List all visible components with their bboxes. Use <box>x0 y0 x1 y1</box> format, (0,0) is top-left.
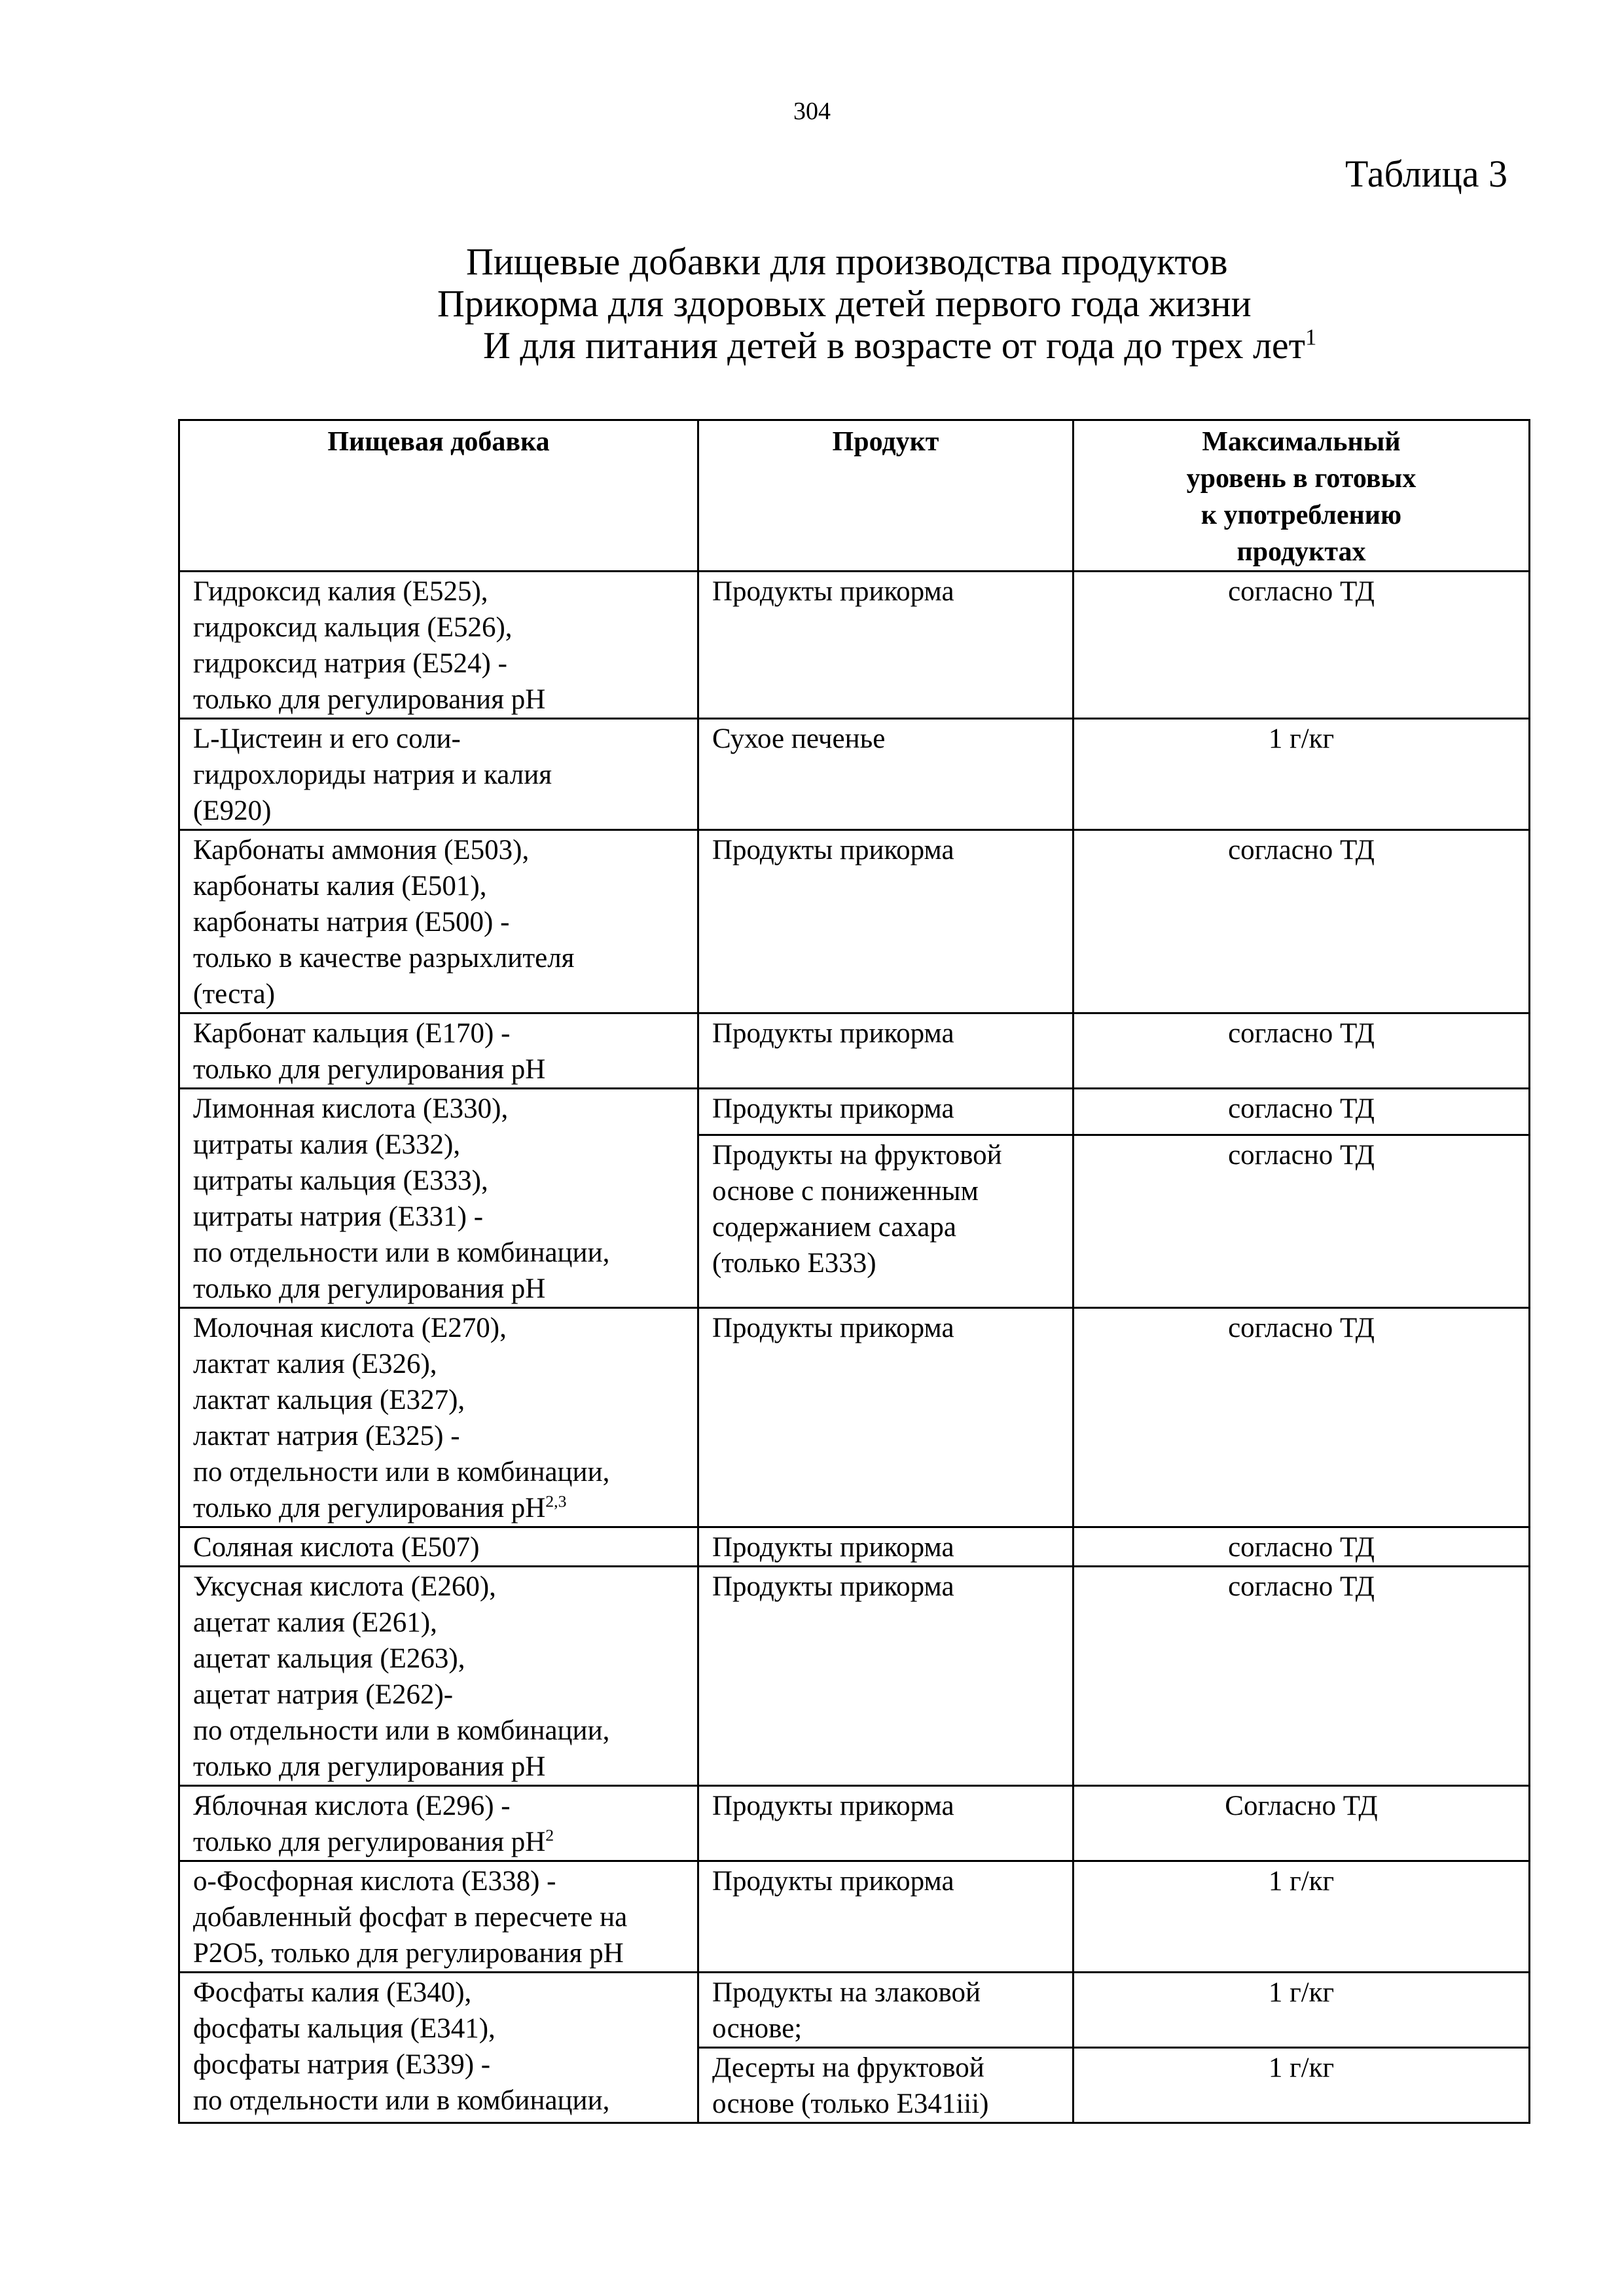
product-line: Продукты прикорма <box>712 1532 954 1563</box>
additive-cell <box>179 1786 698 1861</box>
additive-line-text: по отдельности или в комбинации, <box>193 1715 610 1746</box>
additive-line-text: Р2О5, только для регулирования рН <box>193 1938 624 1969</box>
food-additives-table <box>178 419 1530 2124</box>
product-cell <box>698 1861 1074 1973</box>
title-line-3-text: И для питания детей в возрасте от года до трех лет <box>483 324 1305 367</box>
product-cell <box>698 1135 1074 1307</box>
additive-line-text: о-Фосфорная кислота (Е338) - <box>193 1866 556 1897</box>
product-cell <box>698 572 1074 719</box>
table-row <box>179 1861 1530 1973</box>
max-level-cell: Согласно ТД <box>1074 1786 1530 1861</box>
additive-line-text: лактат кальция (Е327), <box>193 1385 465 1415</box>
max-level-cell: согласно ТД <box>1074 1567 1530 1786</box>
additive-line <box>193 1935 684 1971</box>
product-line: содержанием сахара <box>712 1211 956 1243</box>
additive-line-text: (теста) <box>193 979 276 1010</box>
additive-line-text: лактат калия (Е326), <box>193 1349 437 1379</box>
additive-line <box>193 1975 684 2011</box>
max-level-cell: согласно ТД <box>1074 1013 1530 1089</box>
additive-line <box>193 904 684 940</box>
max-level-cell: согласно ТД <box>1074 1135 1530 1307</box>
table-row <box>179 830 1530 1013</box>
table-row <box>179 1786 1530 1861</box>
additive-line <box>193 1091 684 1127</box>
additive-line <box>193 757 684 793</box>
product-cell <box>698 1567 1074 1786</box>
title-line-2: Прикорма для здоровых детей первого года жизни <box>437 282 1252 325</box>
table-row <box>179 1308 1530 1527</box>
product-line: основе (только Е341iii) <box>712 2088 989 2119</box>
header-max-level <box>1074 420 1530 572</box>
additive-line <box>193 1788 684 1824</box>
additive-line-text: (Е920) <box>193 795 272 826</box>
page-number: 304 <box>793 98 831 125</box>
additive-line <box>193 1418 684 1454</box>
additive-line <box>193 1749 684 1785</box>
product-cell <box>698 719 1074 830</box>
additive-line-text: добавленный фосфат в пересчете на <box>193 1902 628 1933</box>
additive-line <box>193 1163 684 1199</box>
table-row <box>179 1973 1530 2048</box>
footnote-marker: 1 <box>1305 324 1317 350</box>
max-level-cell: 1 г/кг <box>1074 719 1530 830</box>
additive-line-text: Уксусная кислота (Е260), <box>193 1571 496 1602</box>
header-level-line: продуктах <box>1236 537 1366 567</box>
product-line: (только Е333) <box>712 1247 876 1279</box>
product-line: Продукты прикорма <box>712 1571 954 1602</box>
additive-line-text: Гидроксид калия (Е525), <box>193 576 488 607</box>
additive-line-text: гидроксид натрия (Е524) - <box>193 648 507 679</box>
product-cell <box>698 1308 1074 1527</box>
product-line: Продукты прикорма <box>712 1093 954 1124</box>
additive-line <box>193 2083 684 2119</box>
additive-line <box>193 2047 684 2083</box>
additive-cell <box>179 1527 698 1567</box>
additive-line-text: Карбонаты аммония (Е503), <box>193 835 530 866</box>
additive-line-text: ацетат натрия (Е262)- <box>193 1679 454 1710</box>
additive-line <box>193 1605 684 1641</box>
product-line: Десерты на фруктовой <box>712 2052 984 2083</box>
header-level-line: Максимальный <box>1202 427 1401 457</box>
additive-line <box>193 1713 684 1749</box>
product-line: основе с пониженным <box>712 1175 979 1207</box>
header-level-line: к употреблению <box>1200 500 1402 530</box>
additive-line-text: по отдельности или в комбинации, <box>193 1237 610 1268</box>
product-cell <box>698 1013 1074 1089</box>
table-row <box>179 572 1530 719</box>
max-level-cell: согласно ТД <box>1074 1527 1530 1567</box>
table-row <box>179 1527 1530 1567</box>
product-line: Продукты прикорма <box>712 576 954 607</box>
additive-line-text: Молочная кислота (Е270), <box>193 1313 507 1343</box>
product-cell <box>698 1527 1074 1567</box>
product-line: Продукты прикорма <box>712 1866 954 1897</box>
product-line: Продукты прикорма <box>712 1018 954 1049</box>
additive-line-text: цитраты калия (Е332), <box>193 1129 461 1160</box>
additive-line <box>193 1641 684 1677</box>
max-level-cell: согласно ТД <box>1074 572 1530 719</box>
product-line: Продукты прикорма <box>712 1313 954 1343</box>
max-level-cell: согласно ТД <box>1074 1308 1530 1527</box>
additive-line-text: Карбонат кальция (Е170) - <box>193 1018 511 1049</box>
additive-line-text: карбонаты калия (Е501), <box>193 871 487 902</box>
additive-line <box>193 868 684 904</box>
additive-line <box>193 721 684 757</box>
additive-line <box>193 1199 684 1235</box>
additive-line-text: только для регулирования рН <box>193 1273 546 1304</box>
max-level-cell: согласно ТД <box>1074 830 1530 1013</box>
additive-line <box>193 646 684 682</box>
additive-cell <box>179 1089 698 1308</box>
additive-cell <box>179 719 698 830</box>
table-row <box>179 1013 1530 1089</box>
additive-line-text: только для регулирования рН <box>193 1493 546 1523</box>
additive-line <box>193 1051 684 1087</box>
additive-line <box>193 1677 684 1713</box>
additive-line <box>193 1529 684 1565</box>
additive-line <box>193 1127 684 1163</box>
additive-line <box>193 2011 684 2047</box>
additive-cell <box>179 830 698 1013</box>
additive-line <box>193 1824 684 1860</box>
product-line: Продукты на фруктовой <box>712 1139 1002 1171</box>
product-cell <box>698 2048 1074 2123</box>
product-cell <box>698 830 1074 1013</box>
additive-cell <box>179 1861 698 1973</box>
additive-line-text: фосфаты кальция (Е341), <box>193 2013 496 2044</box>
additive-line-text: лактат натрия (Е325) - <box>193 1421 460 1451</box>
additive-line-text: Лимонная кислота (Е330), <box>193 1093 509 1124</box>
product-cell <box>698 1786 1074 1861</box>
additive-line <box>193 1382 684 1418</box>
additive-line <box>193 1454 684 1490</box>
header-additive: Пищевая добавка <box>179 420 698 572</box>
additive-line <box>193 1235 684 1271</box>
additive-line-text: гидрохлориды натрия и калия <box>193 759 552 790</box>
additive-line <box>193 1271 684 1307</box>
additive-cell <box>179 1973 698 2123</box>
footnote-marker: 2 <box>545 1825 554 1845</box>
additive-line-text: L-Цистеин и его соли- <box>193 723 461 754</box>
table-body <box>179 572 1530 2123</box>
additive-line-text: только для регулирования рН <box>193 1751 546 1782</box>
title-line-3 <box>0 325 1624 367</box>
additive-line-text: по отдельности или в комбинации, <box>193 1457 610 1487</box>
additive-line <box>193 682 684 718</box>
additive-line-text: Яблочная кислота (Е296) - <box>193 1791 511 1821</box>
table-label: Таблица 3 <box>1344 153 1507 195</box>
header-level-line: уровень в готовых <box>1186 464 1416 494</box>
title-line-1: Пищевые добавки для производства продуктов <box>466 240 1228 283</box>
additive-cell <box>179 1013 698 1089</box>
additive-line-text: цитраты натрия (Е331) - <box>193 1201 484 1232</box>
additive-line-text: гидроксид кальция (Е526), <box>193 612 513 643</box>
additive-line <box>193 1863 684 1899</box>
product-line: основе; <box>712 2013 803 2044</box>
additive-line <box>193 1015 684 1051</box>
additive-line-text: только для регулирования рН <box>193 1827 546 1857</box>
max-level-cell: 1 г/кг <box>1074 1861 1530 1973</box>
table-row <box>179 1567 1530 1786</box>
additive-line-text: Фосфаты калия (Е340), <box>193 1977 472 2008</box>
table-row <box>179 719 1530 830</box>
max-level-cell: 1 г/кг <box>1074 1973 1530 2048</box>
additive-line <box>193 832 684 868</box>
max-level-cell: 1 г/кг <box>1074 2048 1530 2123</box>
additive-line-text: карбонаты натрия (Е500) - <box>193 907 510 938</box>
additive-line <box>193 1346 684 1382</box>
additive-line-text: только для регулирования рН <box>193 1054 546 1085</box>
additive-line <box>193 574 684 610</box>
additive-line <box>193 940 684 976</box>
table-header-row <box>179 420 1530 572</box>
product-line: Продукты на злаковой <box>712 1977 981 2008</box>
additive-line-text: ацетат кальция (Е263), <box>193 1643 465 1674</box>
additive-line <box>193 1569 684 1605</box>
additive-line <box>193 610 684 646</box>
additive-line-text: по отдельности или в комбинации, <box>193 2085 610 2116</box>
table-row <box>179 1089 1530 1135</box>
header-product: Продукт <box>698 420 1074 572</box>
additive-line-text: ацетат калия (Е261), <box>193 1607 437 1638</box>
additive-line-text: Соляная кислота (Е507) <box>193 1532 480 1563</box>
additive-line-text: цитраты кальция (Е333), <box>193 1165 488 1196</box>
max-level-cell: согласно ТД <box>1074 1089 1530 1135</box>
additive-cell <box>179 572 698 719</box>
table-title <box>0 241 1624 367</box>
additive-line <box>193 1899 684 1935</box>
additive-line <box>193 1490 684 1526</box>
additive-line <box>193 793 684 829</box>
additive-line <box>193 976 684 1012</box>
additive-cell <box>179 1567 698 1786</box>
product-cell <box>698 1973 1074 2048</box>
additive-line-text: только в качестве разрыхлителя <box>193 943 575 974</box>
footnote-marker: 2,3 <box>545 1491 567 1511</box>
additive-line-text: фосфаты натрия (Е339) - <box>193 2049 491 2080</box>
additive-cell <box>179 1308 698 1527</box>
additive-line-text: только для регулирования рН <box>193 684 546 715</box>
product-cell <box>698 1089 1074 1135</box>
additive-line <box>193 1310 684 1346</box>
product-line: Сухое печенье <box>712 723 886 754</box>
product-line: Продукты прикорма <box>712 835 954 866</box>
product-line: Продукты прикорма <box>712 1791 954 1821</box>
